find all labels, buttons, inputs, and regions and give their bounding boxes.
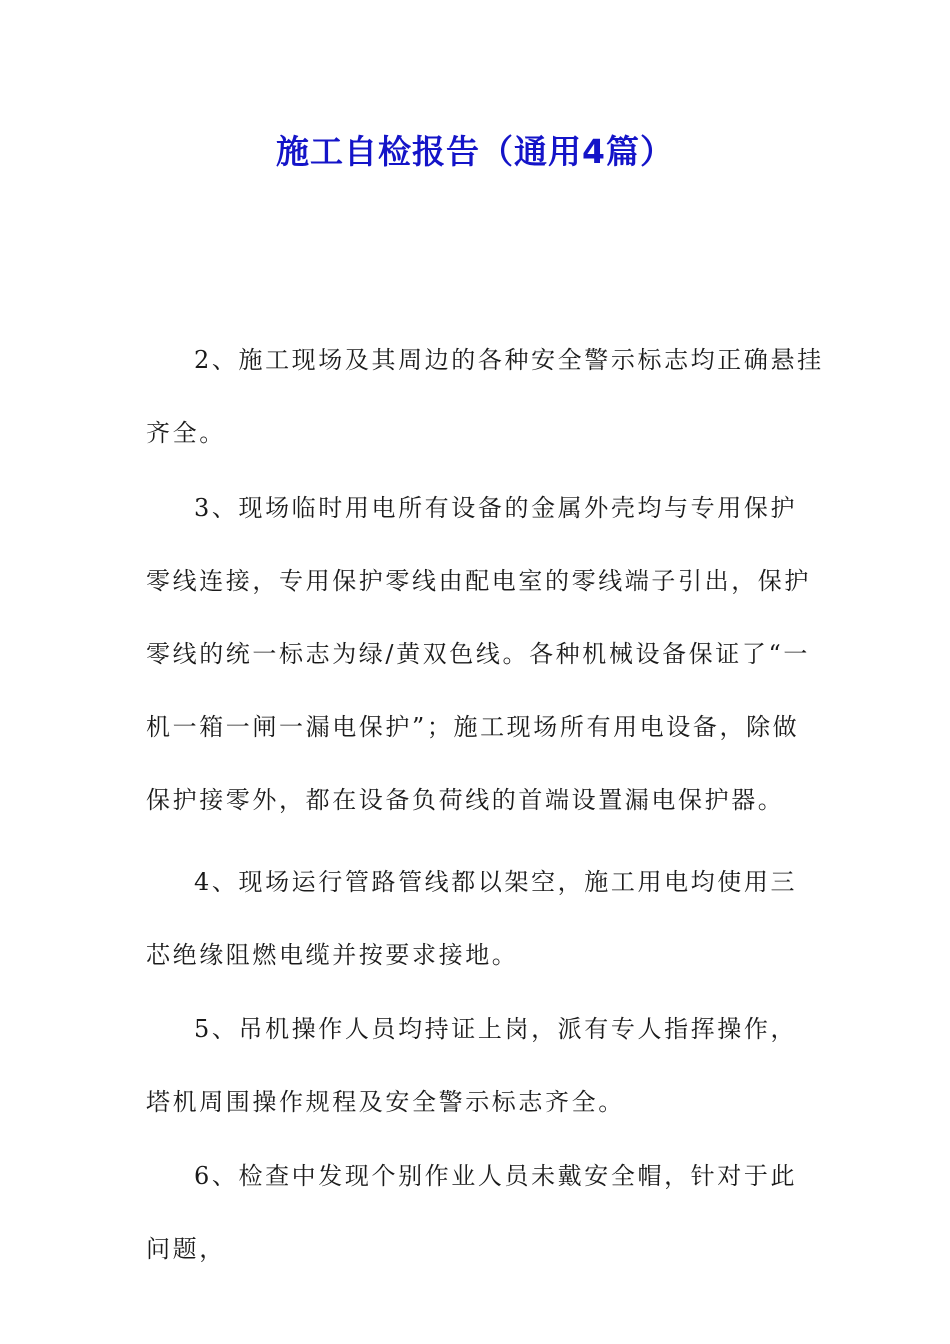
paragraph-4: 4、现场运行管路管线都以架空，施工用电均使用三芯绝缘阻燃电缆并按要求接地。 <box>146 868 798 969</box>
paragraph-6: 6、检查中发现个别作业人员未戴安全帽，针对于此问题， <box>146 1162 798 1263</box>
paragraph-5: 5、吊机操作人员均持证上岗，派有专人指挥操作，塔机周围操作规程及安全警示标志齐全。 <box>146 1015 798 1116</box>
paragraph-3: 3、现场临时用电所有设备的金属外壳均与专用保护零线连接，专用保护零线由配电室的零线端子引出，保护零线的统一标志为绿/黄双色线。各种机械设备保证了“一机一箱一闸一漏电保护”；施工现场所有用电设备，除做保护接零外，都在设备负荷线的首端设置漏电保护器。 <box>146 494 811 814</box>
paragraph-2: 2、施工现场及其周边的各种安全警示标志均正确悬挂齐全。 <box>146 346 824 447</box>
page-title: 施工自检报告（通用4篇） <box>276 132 674 171</box>
